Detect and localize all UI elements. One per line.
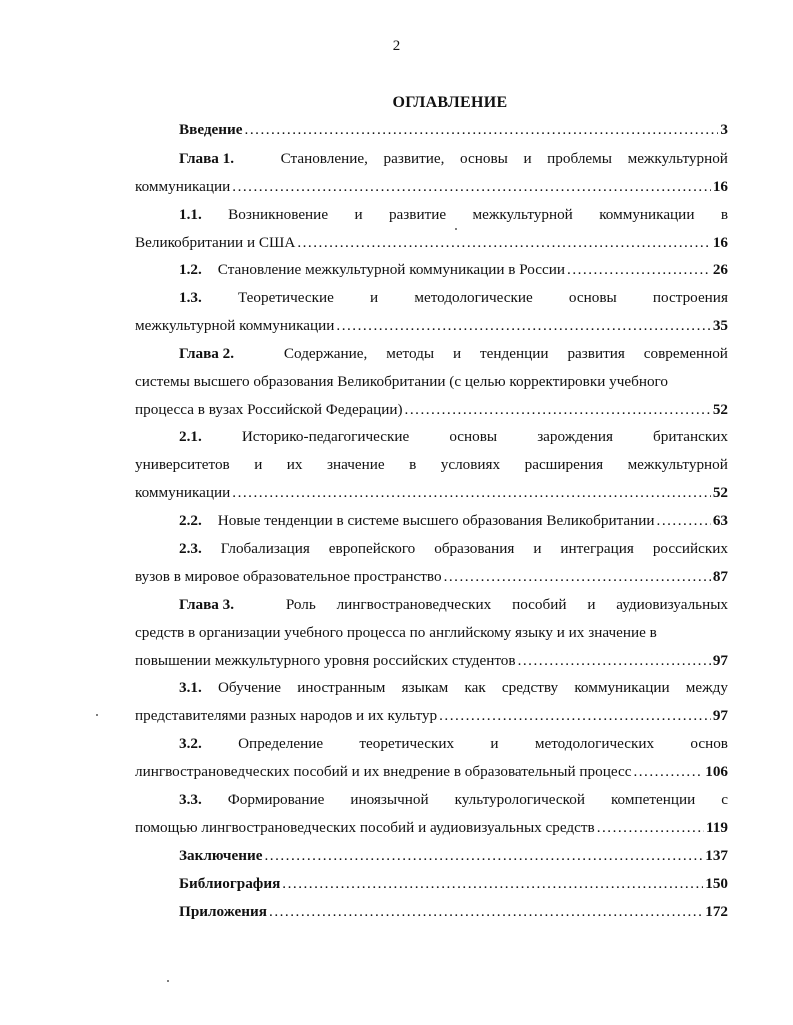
word: образования [434, 540, 515, 557]
word: коммуникации [574, 679, 670, 696]
toc-page: 63 [712, 512, 728, 529]
toc-label: Глава 1. [179, 150, 235, 167]
toc-entry-1-2 [135, 256, 728, 284]
toc-entry-intro [135, 116, 728, 144]
word: и [354, 206, 363, 223]
toc-label: Приложения [179, 903, 268, 920]
toc-page: 172 [705, 903, 728, 920]
toc-entry-appendix [135, 898, 728, 926]
word: средству [501, 679, 559, 696]
toc-entry-chapter-1 [135, 145, 728, 201]
toc-page: 97 [712, 707, 728, 724]
toc-number: 1.3. [179, 289, 202, 306]
toc-page: 137 [705, 847, 728, 864]
toc-text: процесса в вузах Российской Федерации) [135, 401, 403, 418]
word: интеграция [560, 540, 634, 557]
toc-number: 3.1. [179, 679, 202, 696]
word: современной [643, 345, 728, 362]
word: с [721, 791, 728, 808]
word: развитие [388, 206, 447, 223]
word: культурологической [454, 791, 585, 808]
toc-label: Заключение [179, 847, 263, 864]
word: и [453, 345, 462, 362]
toc-text: системы высшего образования Великобритании (с целью корректировки учебного [135, 373, 668, 390]
toc-text: Становление межкультурной коммуникации в России [217, 261, 566, 278]
toc-page: 26 [712, 261, 728, 278]
toc-number: 2.3. [179, 540, 202, 557]
word: расширения [524, 456, 604, 473]
toc-number: 1.2. [179, 261, 202, 278]
word: в [720, 206, 728, 223]
word: Историко-педагогические [241, 428, 410, 445]
toc-entry-3-3 [135, 786, 728, 842]
toc-number: 3.2. [179, 735, 202, 752]
toc-entry-2-1 [135, 423, 728, 507]
page-number: 2 [392, 38, 401, 54]
word: Становление, [280, 150, 368, 167]
toc-text: средств в организации учебного процесса по английскому языку и их значение в [135, 624, 657, 641]
word: и [490, 735, 499, 752]
word: условиях [440, 456, 501, 473]
toc-entry-2-2 [135, 507, 728, 535]
leader-dots [597, 814, 704, 842]
word: Теоретические [237, 289, 334, 306]
leader-dots [633, 758, 703, 786]
toc-text: Великобритании и США [135, 234, 296, 251]
word: Глобализация [220, 540, 310, 557]
scan-speck [167, 980, 169, 982]
toc-page: 106 [705, 763, 728, 780]
word: аудиовизуальных [616, 596, 728, 613]
word: значение [327, 456, 385, 473]
toc-page: 3 [720, 121, 728, 138]
toc-text: лингвострановедческих пособий и их внедрение в образовательный процесс [135, 763, 632, 780]
word: иностранным [297, 679, 386, 696]
word: европейского [328, 540, 416, 557]
leader-dots [657, 507, 711, 535]
leader-dots [567, 256, 711, 284]
toc-entry-chapter-3 [135, 591, 728, 675]
word: лингвострановедческих [336, 596, 492, 613]
toc-label: Глава 3. [179, 596, 235, 613]
scan-speck [455, 228, 457, 230]
toc-number: 2.1. [179, 428, 202, 445]
word: основы [449, 428, 498, 445]
word: методы [386, 345, 435, 362]
toc-entry-chapter-2 [135, 340, 728, 424]
word: межкультурной [472, 206, 573, 223]
word: и [533, 540, 542, 557]
word: развития [567, 345, 625, 362]
toc-entry-3-2 [135, 730, 728, 786]
word: их [286, 456, 303, 473]
toc-text: помощью лингвострановедческих пособий и аудиовизуальных средств [135, 819, 595, 836]
scan-speck [96, 714, 98, 716]
toc-text: представителями разных народов и их культур [135, 707, 438, 724]
word: и [523, 150, 532, 167]
leader-dots [405, 396, 711, 424]
word: и [254, 456, 263, 473]
word: Формирование [227, 791, 325, 808]
toc-entry-1-3 [135, 284, 728, 340]
toc-page: 119 [706, 819, 728, 836]
word: проблемы [547, 150, 612, 167]
leader-dots [282, 870, 703, 898]
word: компетенции [610, 791, 696, 808]
word: тенденции [480, 345, 549, 362]
leader-dots [232, 173, 711, 201]
word: зарождения [537, 428, 613, 445]
leader-dots [439, 702, 711, 730]
toc-page: 87 [712, 568, 728, 585]
toc-label: Глава 2. [179, 345, 235, 362]
leader-dots [444, 563, 711, 591]
toc-number: 2.2. [179, 512, 202, 529]
toc-label: Библиография [179, 875, 281, 892]
word: развитие, [383, 150, 445, 167]
leader-dots [232, 479, 711, 507]
word: как [464, 679, 486, 696]
word: межкультурной [627, 150, 728, 167]
word: университетов [135, 456, 230, 473]
word: методологические [414, 289, 533, 306]
toc-text: вузов в мировое образовательное пространство [135, 568, 442, 585]
toc-text: повышении межкультурного уровня российских студентов [135, 652, 516, 669]
word: Возникновение [228, 206, 329, 223]
toc-entry-1-1 [135, 201, 728, 257]
toc-page: 16 [712, 234, 728, 251]
page-title: ОГЛАВЛЕНИЕ [392, 94, 508, 111]
word: Обучение [217, 679, 282, 696]
word: и [370, 289, 379, 306]
toc-text: Новые тенденции в системе высшего образования Великобритании [217, 512, 655, 529]
toc-page: 35 [712, 317, 728, 334]
toc-page: 97 [712, 652, 728, 669]
leader-dots [336, 312, 710, 340]
word: российских [652, 540, 728, 557]
toc-number: 3.3. [179, 791, 202, 808]
word: теоретических [359, 735, 455, 752]
leader-dots [245, 116, 719, 144]
word: и [587, 596, 596, 613]
leader-dots [269, 898, 703, 926]
toc-number: 1.1. [179, 206, 202, 223]
toc-text: коммуникации [135, 178, 231, 195]
toc-page: 52 [712, 484, 728, 501]
toc-page: 52 [712, 401, 728, 418]
word: в [409, 456, 417, 473]
word: Роль [285, 596, 316, 613]
toc-entry-bibliography [135, 870, 728, 898]
toc-entry-2-3 [135, 535, 728, 591]
toc-entry-3-1 [135, 674, 728, 730]
leader-dots [297, 229, 710, 257]
word: основ [690, 735, 728, 752]
word: основы [460, 150, 508, 167]
toc-label: Введение [179, 121, 243, 138]
word: коммуникации [599, 206, 695, 223]
word: Определение [238, 735, 324, 752]
toc-page: 16 [712, 178, 728, 195]
word: языкам [401, 679, 449, 696]
word: построения [652, 289, 728, 306]
word: Содержание, [283, 345, 368, 362]
toc-page: 150 [705, 875, 728, 892]
word: между [685, 679, 728, 696]
word: иноязычной [350, 791, 429, 808]
toc-entry-conclusion [135, 842, 728, 870]
word: пособий [512, 596, 567, 613]
word: британских [653, 428, 728, 445]
word: межкультурной [627, 456, 728, 473]
toc-text: межкультурной коммуникации [135, 317, 335, 334]
word: методологических [534, 735, 655, 752]
leader-dots [264, 842, 703, 870]
leader-dots [518, 647, 711, 675]
word: основы [568, 289, 617, 306]
toc-text: коммуникации [135, 484, 231, 501]
